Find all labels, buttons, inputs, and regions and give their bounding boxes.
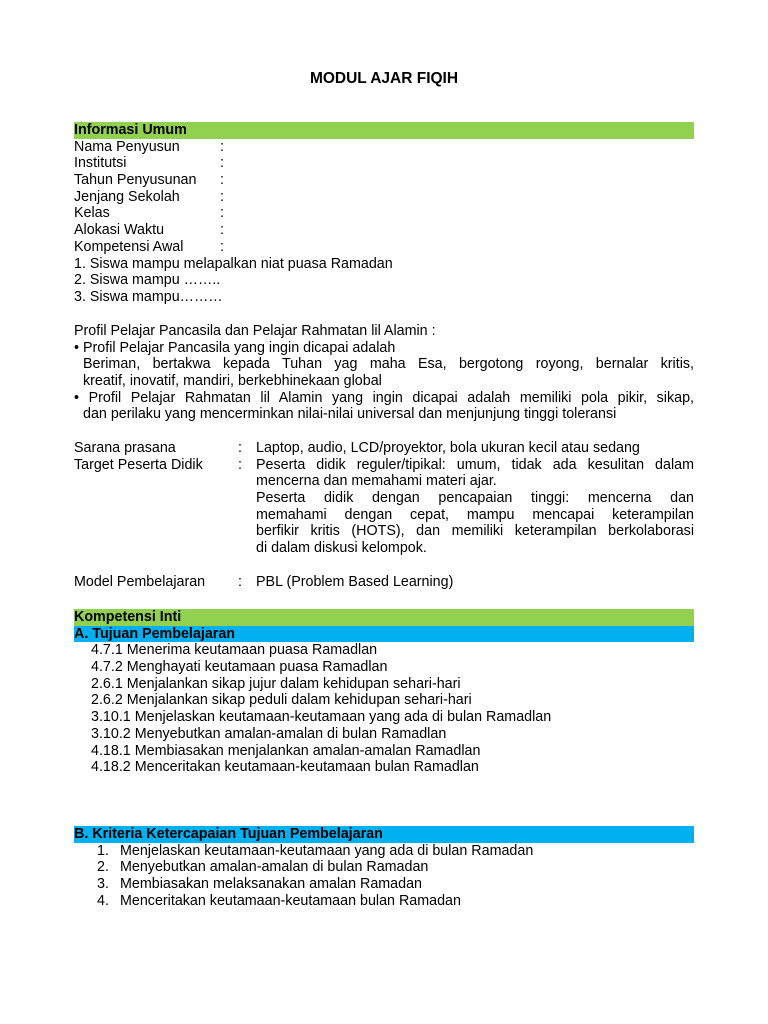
field-alokasi-waktu: [74, 222, 694, 239]
objective-item: 3.10.1 Menjelaskan keutamaan-keutamaan yang ada di bulan Ramadlan: [91, 709, 552, 726]
field-colon: :: [220, 172, 224, 189]
initial-list-item: 3. Siswa mampu………: [74, 288, 223, 305]
objective-item: 2.6.1 Menjalankan sikap jujur dalam kehidupan sehari-hari: [91, 675, 461, 692]
info-section: [74, 122, 694, 306]
field-nama-penyusun: [74, 139, 694, 156]
target-text: Peserta didik dengan pencapaian tinggi: mencerna dan: [256, 490, 694, 507]
target-colon: :: [238, 456, 242, 473]
kriteria-text: Menyebutkan amalan-amalan di bulan Ramadan: [120, 859, 429, 876]
field-colon: :: [220, 205, 224, 222]
field-kelas: [74, 205, 694, 222]
profil-section: [74, 323, 694, 423]
objective-item: 4.7.1 Menerima keutamaan puasa Ramadlan: [91, 642, 378, 659]
field-tahun-penyusunan: [74, 172, 694, 189]
kompetensi-section: [74, 609, 694, 776]
field-kompetensi-awal: [74, 239, 694, 256]
field-label: Alokasi Waktu: [74, 222, 165, 239]
field-jenjang-sekolah: [74, 189, 694, 206]
sarana-colon: :: [238, 440, 242, 456]
field-label: Nama Penyusun: [74, 138, 180, 155]
model-label: Model Pembelajaran: [74, 574, 206, 590]
kriteria-number: 2.: [97, 859, 109, 876]
sarana-value-text: Laptop, audio, LCD/proyektor, bola ukuran kecil atau sedang: [256, 440, 640, 456]
kriteria-number: 3.: [97, 876, 109, 893]
objective-item: 4.7.2 Menghayati keutamaan puasa Ramadlan: [91, 659, 388, 676]
target-value: [256, 457, 694, 557]
profil-heading: Profil Pelajar Pancasila dan Pelajar Rahmatan lil Alamin :: [74, 323, 436, 339]
target-text: memahami dengan cepat, mampu mencapai keterampilan: [256, 506, 694, 523]
field-label: Kompetensi Awal: [74, 238, 184, 255]
profil-bullet-1: • Profil Pelajar Pancasila yang ingin dicapai adalah: [74, 339, 396, 356]
objective-item: 2.6.2 Menjalankan sikap peduli dalam kehidupan sehari-hari: [91, 692, 472, 709]
tujuan-header: A. Tujuan Pembelajaran: [74, 626, 694, 643]
kriteria-item: [74, 859, 694, 876]
initial-list-item: 1. Siswa mampu melapalkan niat puasa Ramadan: [74, 255, 393, 272]
model-section: [74, 574, 694, 591]
target-text: berfikir kritis (HOTS), dan memiliki keterampilan berkolaborasi: [256, 523, 694, 540]
profil-bullet-1-line-2: kreatif, inovatif, mandiri, berkebhinekaan global: [83, 373, 382, 390]
kriteria-header: B. Kriteria Ketercapaian Tujuan Pembelajaran: [74, 826, 694, 843]
kriteria-item: [74, 876, 694, 893]
field-label: Institutsi: [74, 155, 127, 172]
field-label: Tahun Penyusunan: [74, 172, 197, 189]
field-colon: :: [220, 238, 224, 255]
model-row: [74, 574, 694, 591]
kriteria-text: Menjelaskan keutamaan-keutamaan yang ada di bulan Ramadan: [120, 842, 534, 859]
target-text: Peserta didik reguler/tipikal: umum, tidak ada kesulitan dalam: [256, 456, 694, 473]
kriteria-text: Menceritakan keutamaan-keutamaan bulan Ramadan: [120, 892, 461, 909]
kriteria-number: 1.: [97, 842, 109, 859]
kriteria-text: Membiasakan melaksanakan amalan Ramadan: [120, 876, 422, 893]
target-text: mencerna dan memahami materi ajar.: [256, 473, 497, 490]
profil-bullet-2: • Profil Pelajar Rahmatan lil Alamin yang ingin dicapai adalah memiliki pola pikir, sikap,: [74, 389, 694, 406]
sarana-label: Sarana prasana: [74, 440, 176, 456]
document-title: MODUL AJAR FIQIH: [309, 70, 459, 87]
field-colon: :: [220, 138, 224, 155]
kriteria-section: [74, 826, 694, 909]
target-text: di dalam diskusi kelompok.: [256, 540, 427, 557]
objective-item: 4.18.2 Menceritakan keutamaan-keutamaan bulan Ramadlan: [91, 759, 479, 776]
initial-list-item: 2. Siswa mampu ……..: [74, 272, 221, 289]
field-colon: :: [220, 155, 224, 172]
objective-item: 3.10.2 Menyebutkan amalan-amalan di bulan Ramadlan: [91, 725, 447, 742]
target-label: Target Peserta Didik: [74, 456, 203, 473]
model-colon: :: [238, 574, 242, 590]
info-header: Informasi Umum: [74, 122, 694, 139]
objective-item: 4.18.1 Membiasakan menjalankan amalan-amalan Ramadlan: [91, 742, 481, 759]
field-colon: :: [220, 188, 224, 205]
target-row: [74, 457, 694, 557]
model-value-text: PBL (Problem Based Learning): [256, 574, 454, 590]
field-colon: :: [220, 222, 224, 239]
profil-bullet-1-line-1: Beriman, bertakwa kepada Tuhan yag maha Esa, bergotong royong, bernalar kritis,: [83, 356, 694, 373]
sarana-value: [256, 440, 694, 457]
sarana-row: [74, 440, 694, 457]
kriteria-item: [74, 893, 694, 910]
field-label: Jenjang Sekolah: [74, 188, 180, 205]
field-institusi: [74, 155, 694, 172]
model-value: [256, 574, 694, 591]
kriteria-item: [74, 843, 694, 860]
field-label: Kelas: [74, 205, 110, 222]
kompetensi-header: Kompetensi Inti: [74, 609, 694, 626]
sarana-section: [74, 440, 694, 557]
kriteria-number: 4.: [97, 892, 109, 909]
profil-bullet-2-line-2: dan perilaku yang mencerminkan nilai-nilai universal dan menjunjung tinggi toleransi: [83, 406, 617, 423]
